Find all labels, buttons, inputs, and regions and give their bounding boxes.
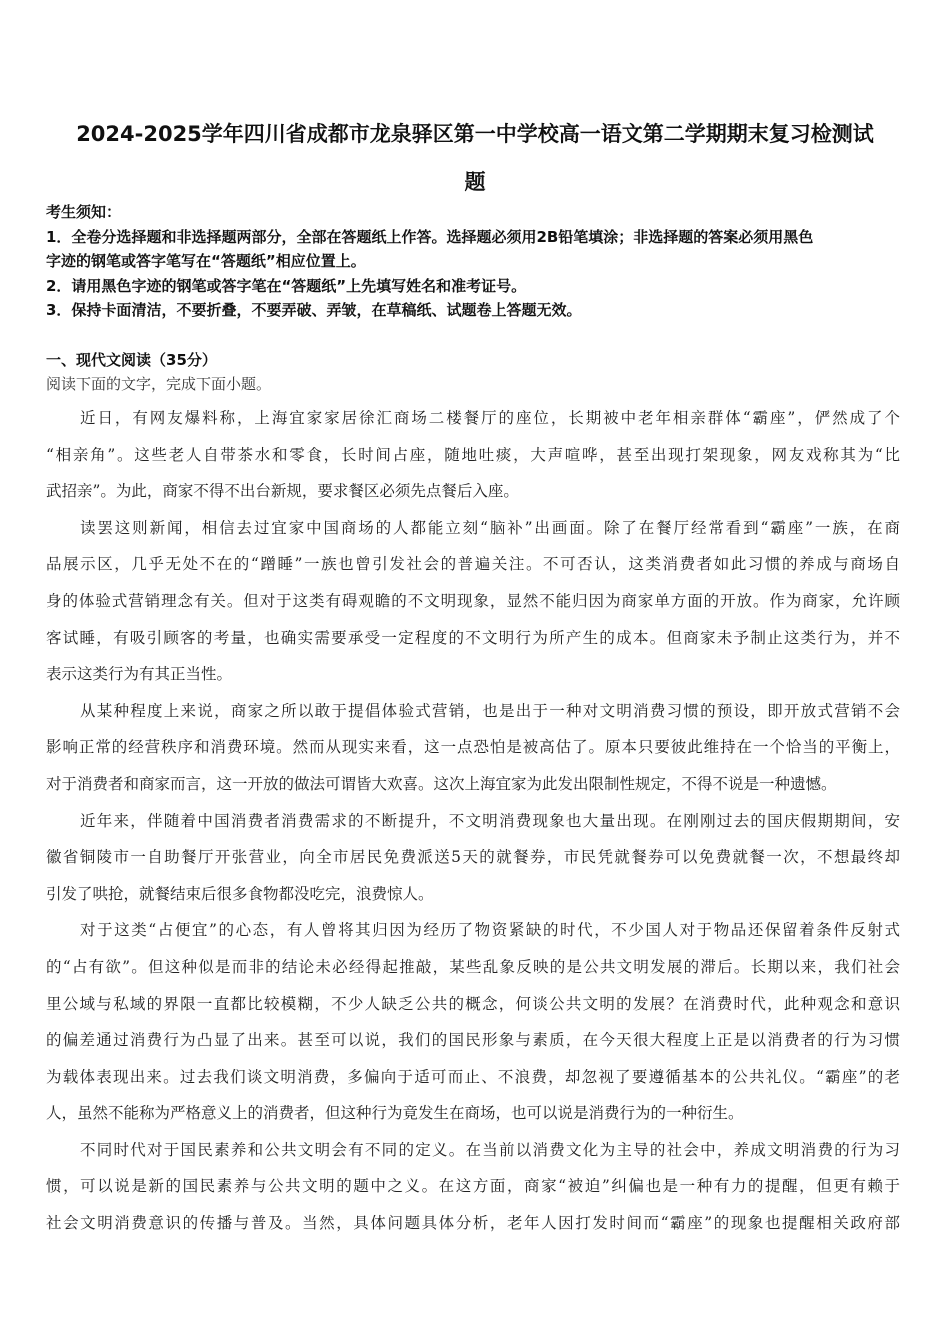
reading-passage bbox=[46, 400, 900, 1242]
paragraph-line: 对于这类“占便宜”的心态，有人曾将其归因为经历了物资紧缺的时代，不少国人对于物品还保留着条件反射式 bbox=[80, 921, 900, 940]
paragraph-line: 里公域与私域的界限一直都比较模糊，不少人缺乏公共的概念，何谈公共文明的发展？在消费时代，此种观念和意识 bbox=[46, 994, 900, 1013]
notice-line: 2．请用黑色字迹的钢笔或答字笔在“答题纸”上先填写姓名和准考证号。 bbox=[46, 276, 527, 295]
exam-title bbox=[40, 110, 910, 206]
paragraph-line: 对于消费者和商家而言，这一开放的做法可谓皆大欢喜。这次上海宜家为此发出限制性规定，不得不说是一种遗憾。 bbox=[46, 774, 837, 793]
title-line: 题 bbox=[464, 170, 486, 194]
paragraph bbox=[46, 912, 900, 1132]
paragraph-line: 从某种程度上来说，商家之所以敢于提倡体验式营销，也是出于一种对文明消费习惯的预设，即开放式营销不会 bbox=[80, 701, 900, 720]
paragraph-line: 近日，有网友爆料称，上海宜家家居徐汇商场二楼餐厅的座位，长期被中老年相亲群体“霸座”，俨然成了个 bbox=[80, 409, 900, 427]
paragraph-line: 客试睡，有吸引顾客的考量，也确实需要承受一定程度的不文明行为所产生的成本。但商家未予制止这类行为，并不 bbox=[46, 628, 900, 647]
paragraph-line: 品展示区，几乎无处不在的“蹭睡”一族也曾引发社会的普遍关注。不可否认，这类消费者如此习惯的养成与商场自 bbox=[46, 555, 900, 574]
notice-line: 3．保持卡面清洁，不要折叠，不要弄破、弄皱，在草稿纸、试题卷上答题无效。 bbox=[46, 301, 582, 319]
title-line: 2024-2025学年四川省成都市龙泉驿区第一中学校高一语文第二学期期末复习检测试 bbox=[76, 122, 874, 146]
paragraph bbox=[46, 400, 900, 510]
notice-line: 字迹的钢笔或答字笔写在“答题纸”相应位置上。 bbox=[46, 252, 366, 270]
paragraph-line: 表示这类行为有其正当性。 bbox=[46, 665, 233, 684]
notice-line: 1．全卷分选择题和非选择题两部分，全部在答题纸上作答。选择题必须用2B铅笔填涂；非选择题的答案必须用黑色 bbox=[46, 227, 814, 246]
paragraph-line: 读罢这则新闻，相信去过宜家中国商场的人都能立刻“脑补”出画面。除了在餐厅经常看到“霸座”一族，在商 bbox=[80, 518, 900, 537]
paragraph-line: 身的体验式营销理念有关。但对于这类有碍观瞻的不文明现象，显然不能归因为商家单方面的开放。作为商家，允许顾 bbox=[46, 591, 900, 610]
paragraph bbox=[46, 510, 900, 693]
paragraph-line: 人，虽然不能称为严格意义上的消费者，但这种行为竟发生在商场，也可以说是消费行为的一种衍生。 bbox=[46, 1104, 744, 1123]
paragraph bbox=[46, 1132, 900, 1242]
paragraph-line: 武招亲”。为此，商家不得不出台新规，要求餐区必须先点餐后入座。 bbox=[46, 482, 519, 501]
reading-prompt: 阅读下面的文字，完成下面小题。 bbox=[46, 375, 272, 393]
paragraph-line: 不同时代对于国民素养和公共文明会有不同的定义。在当前以消费文化为主导的社会中，养成文明消费的行为习 bbox=[80, 1140, 900, 1159]
paragraph-line: 引发了哄抢，就餐结束后很多食物都没吃完，浪费惊人。 bbox=[46, 884, 434, 903]
notice-heading: 考生须知： bbox=[46, 203, 122, 221]
paragraph-line: 影响正常的经营秩序和消费环境。然而从现实来看，这一点恐怕是被高估了。原本只要彼此维持在一个恰当的平衡上， bbox=[46, 738, 900, 757]
paragraph bbox=[46, 803, 900, 913]
paragraph-line: 徽省铜陵市一自助餐厅开张营业，向全市居民免费派送5天的就餐券，市民凭就餐券可以免费就餐一次，不想最终却 bbox=[46, 848, 900, 867]
paragraph-line: “相亲角”。这些老人自带茶水和零食，长时间占座，随地吐痰，大声喧哗，甚至出现打架现象，网友戏称其为“比 bbox=[46, 445, 900, 464]
paragraph-line: 近年来，伴随着中国消费者消费需求的不断提升，不文明消费现象也大量出现。在刚刚过去的国庆假期期间，安 bbox=[80, 811, 900, 830]
paragraph-line: 为载体表现出来。过去我们谈文明消费，多偏向于适可而止、不浪费，却忽视了要遵循基本的公共礼仪。“霸座”的老 bbox=[46, 1067, 900, 1086]
paragraph bbox=[46, 693, 900, 803]
paragraph-line: 惯，可以说是新的国民素养与公共文明的题中之义。在这方面，商家“被迫”纠偏也是一种有力的提醒，但更有赖于 bbox=[46, 1177, 900, 1196]
section-heading: 一、现代文阅读（35分） bbox=[46, 351, 217, 369]
paragraph-line: 的偏差通过消费行为凸显了出来。甚至可以说，我们的国民形象与素质，在今天很大程度上正是以消费者的行为习惯 bbox=[46, 1031, 900, 1050]
paragraph-line: 的“占有欲”。但这种似是而非的结论未必经得起推敲，某些乱象反映的是公共文明发展的滞后。长期以来，我们社会 bbox=[46, 957, 900, 976]
paragraph-line: 社会文明消费意识的传播与普及。当然，具体问题具体分析，老年人因打发时间而“霸座”的现象也提醒相关政府部 bbox=[46, 1214, 900, 1233]
exam-notice bbox=[46, 200, 906, 323]
